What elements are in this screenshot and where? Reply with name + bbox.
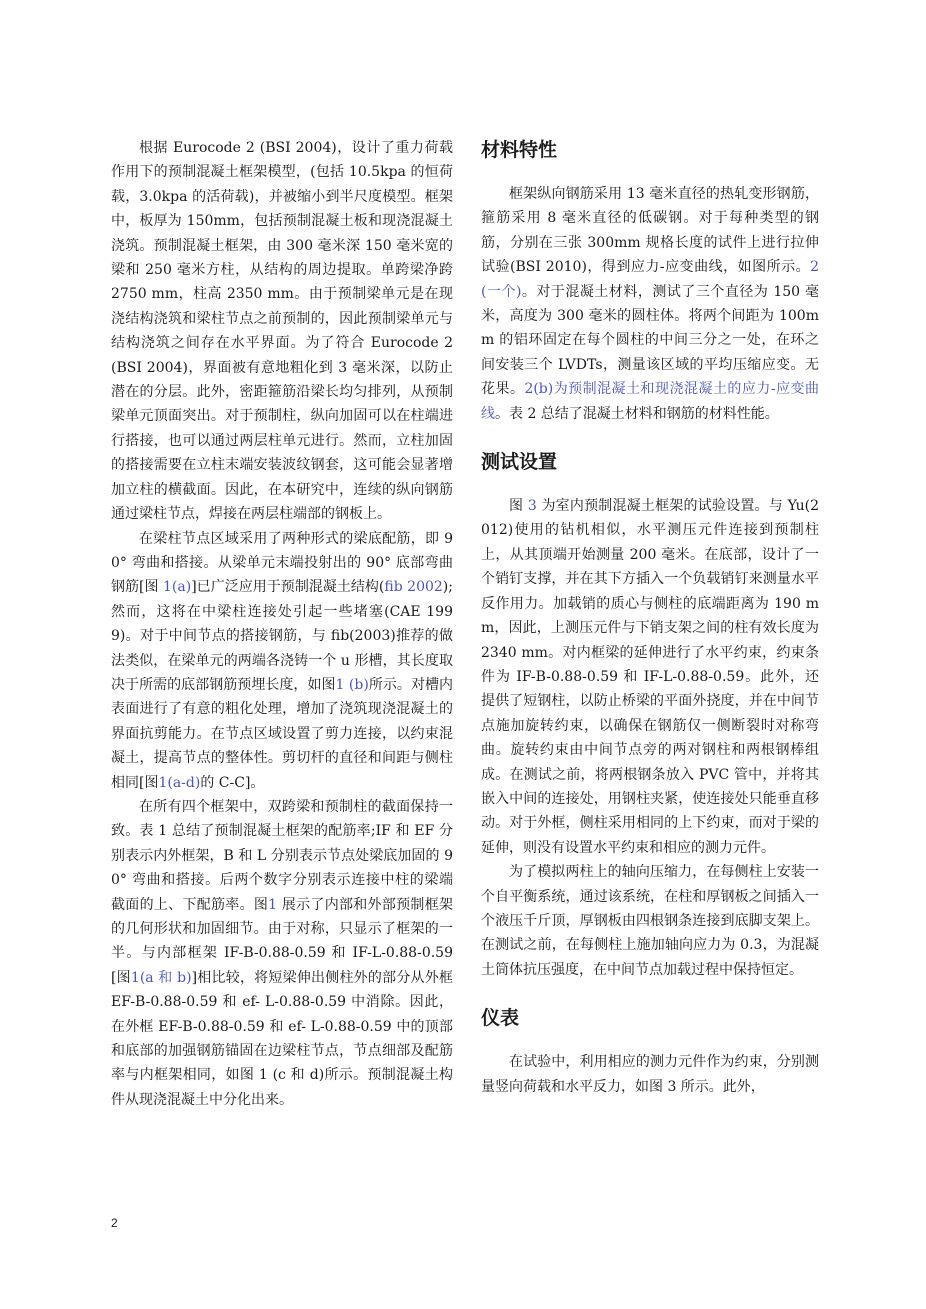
figure-link[interactable]: 3 [527, 498, 537, 515]
paragraph-axial-load: 为了模拟两柱上的轴向压缩力，在每侧柱上安装一个自平衡系统，通过该系统，在柱和厚钢板之间插入一个液压千斤顶，厚钢板由四根钢条连接到底脚支架上。在测试之前，在每侧柱上施加轴向应力为 0.3，为混凝土筒体抗压强度，在中间节点加载过程中保持恒定。 [481, 864, 819, 978]
text-span: 为室内预制混凝土框架的试验设置。与 Yu(2012)使用的钻机相似，水平测压元件连接到预制柱上，从其顶端开始测量 200 毫米。在底部，设计了一个销钉支撑，并在其下方插入一个负载销钉来测量水平反作用力。加载销的质心与侧柱的底端距离为 190 mm，因此，上测压元件与下销支架之间的柱有效长度为 2340 mm。对内框梁的延伸进行了水平约束，约束条件为 IF-B-0.88-0.59 和 IF-L-0.88-0.59。此外，还提供了短钢柱，以防止桥梁的平面外挠度，并在中间节点施加旋转约束，以确保在钢筋仅一侧断裂时对称弯曲。旋转约束由中间节点旁的两对钢柱和两根钢棒组成。在测试之前，将两根钢条放入 PVC 管中，并将其嵌入中间的连接处，用钢柱夹紧，使连接处只能垂直移动。对于外框，侧柱采用相同的上下约束，而对于梁的延伸，则没有设置水平约束和相应的测力元件。 [481, 498, 820, 856]
text-span: 展示了内部和外部预制框架的几何形状和加固细节。由于对称，只显示了框架的一半。与内部框架 IF-B-0.88-0.59 和 IF-L-0.88-0.59[图 [111, 896, 453, 986]
figure-link[interactable]: 1(a 和 b) [130, 969, 192, 986]
paragraph-beam-bottom-reinforcement [111, 527, 453, 795]
figure-link[interactable]: 1 [268, 896, 278, 913]
text-span: 所示。对槽内表面进行了有意的粗化处理，增加了浇筑现浇混凝土的界面抗剪能力。在节点区域设置了剪力连接，以约束混凝土，提高节点的整体性。剪切杆的直径和间距与侧柱相同[图 [111, 676, 454, 791]
figure-link[interactable]: 2(一个) [481, 259, 819, 300]
section-heading-instruments: 仪表 [481, 1007, 520, 1030]
section-heading-test-setup: 测试设置 [481, 451, 558, 474]
text-span: ]已广泛应用于预制混凝土结构( [191, 579, 385, 596]
paragraph-instruments: 在试验中，利用相应的测力元件作为约束，分别测量竖向荷载和水平反力，如图 3 所示。此外， [481, 1054, 819, 1095]
section-heading-materials: 材料特性 [481, 139, 558, 161]
figure-link[interactable]: 1(a-d) [158, 774, 201, 791]
figure-link[interactable]: 1 (b) [335, 676, 369, 693]
paragraph-frames [111, 795, 453, 1112]
paragraph-test-setup [481, 494, 819, 860]
left-column [111, 136, 453, 1112]
text-span: 在所有四个框架中，双跨梁和预制柱的截面保持一致。表 1 总结了预制混凝土框架的配筋率;IF 和 EF 分别表示内外框架，B 和 L 分别表示节点处梁底加固的 90° 弯曲和搭接。后两个数字分别表示连接中柱的梁端截面的上、下配筋率。图 [111, 798, 453, 913]
figure-link[interactable]: 2(b)为预制混凝土和现浇混凝土的应力-应变曲线 [481, 381, 820, 422]
citation-link[interactable]: fib 2002 [384, 579, 443, 596]
text-span: 。表 2 总结了混凝土材料和钢筋的材料性能。 [495, 405, 779, 422]
text-span: 框架纵向钢筋采用 13 毫米直径的热轧变形钢筋，箍筋采用 8 毫米直径的低碳钢。对于每种类型的钢筋，分别在三张 300mm 规格长度的试件上进行拉伸试验(BSI 2010)，得到应力-应变曲线，如图所示。 [481, 186, 819, 276]
page-number: 2 [111, 1216, 118, 1230]
text-span: );然而，这将在中梁柱连接处引起一些堵塞(CAE 1999)。对于中间节点的搭接钢筋，与 fib(2003)推荐的做法类似，在梁单元的两端各浇铸一个 u 形槽，其长度取决于所需的底部钢筋预埋长度，如图 [111, 579, 453, 693]
paragraph-design: 根据 Eurocode 2 (BSI 2004)，设计了重力荷载作用下的预制混凝土框架模型，(包括 10.5kpa 的恒荷载，3.0kpa 的活荷载)，并被缩小到半尺度模型。框架中，板厚为 150mm，包括预制混凝土板和现浇混凝土浇筑。预制混凝土框架，由 300 毫米深 150 毫米宽的梁和 250 毫米方柱，从结构的周边提取。单跨梁净跨 2750 mm，柱高 2350 mm。由于预制梁单元是在现浇结构浇筑和梁柱节点之前预制的，因此预制梁单元与结构浇筑之间存在水平界面。为了符合 Eurocode 2 (BSI 2004)，界面被有意地粗化到 3 毫米深，以防止潜在的分层。此外，密距箍筋沿梁长均匀排列，从预制梁单元顶面突出。对于预制柱，纵向加固可以在柱端进行搭接，也可以通过两层柱单元进行。然而，立柱加固的搭接需要在立柱末端安装波纹钢套，这可能会显著增加立柱的横截面。因此，在本研究中，连续的纵向钢筋通过梁柱节点，焊接在两层柱端部的钢板上。 [111, 140, 453, 523]
text-span: 图 [509, 498, 528, 515]
paragraph-materials [481, 182, 819, 426]
text-span: ]相比较，将短梁伸出侧柱外的部分从外框 EF-B-0.88-0.59 和 ef- L-0.88-0.59 中消除。因此，在外框 EF-B-0.88-0.59 和 ef- L-0.88-0.59 中的顶部和底部的加强钢筋锚固在边梁柱节点，节点细部及配筋率与内框架相同，如图 1 (c 和 d)所示。预制混凝土构件从现浇混凝土中分化出来。 [111, 969, 453, 1108]
figure-link[interactable]: 1(a) [163, 579, 192, 596]
text-span: 。对于混凝土材料，测试了三个直径为 150 毫米，高度为 300 毫米的圆柱体。将两个间距为 100mm 的铝环固定在每个圆柱的中间三分之一处，在环之间安装三个 LVDTs，测量该区域的平均压缩应变。无花果。 [481, 283, 819, 398]
right-column [481, 136, 819, 1099]
text-span: 的 C-C]。 [200, 774, 265, 791]
text-span: 在梁柱节点区域采用了两种形式的梁底配筋，即 90° 弯曲和搭接。从梁单元末端投射出的 90° 底部弯曲钢筋[图 [111, 530, 453, 596]
